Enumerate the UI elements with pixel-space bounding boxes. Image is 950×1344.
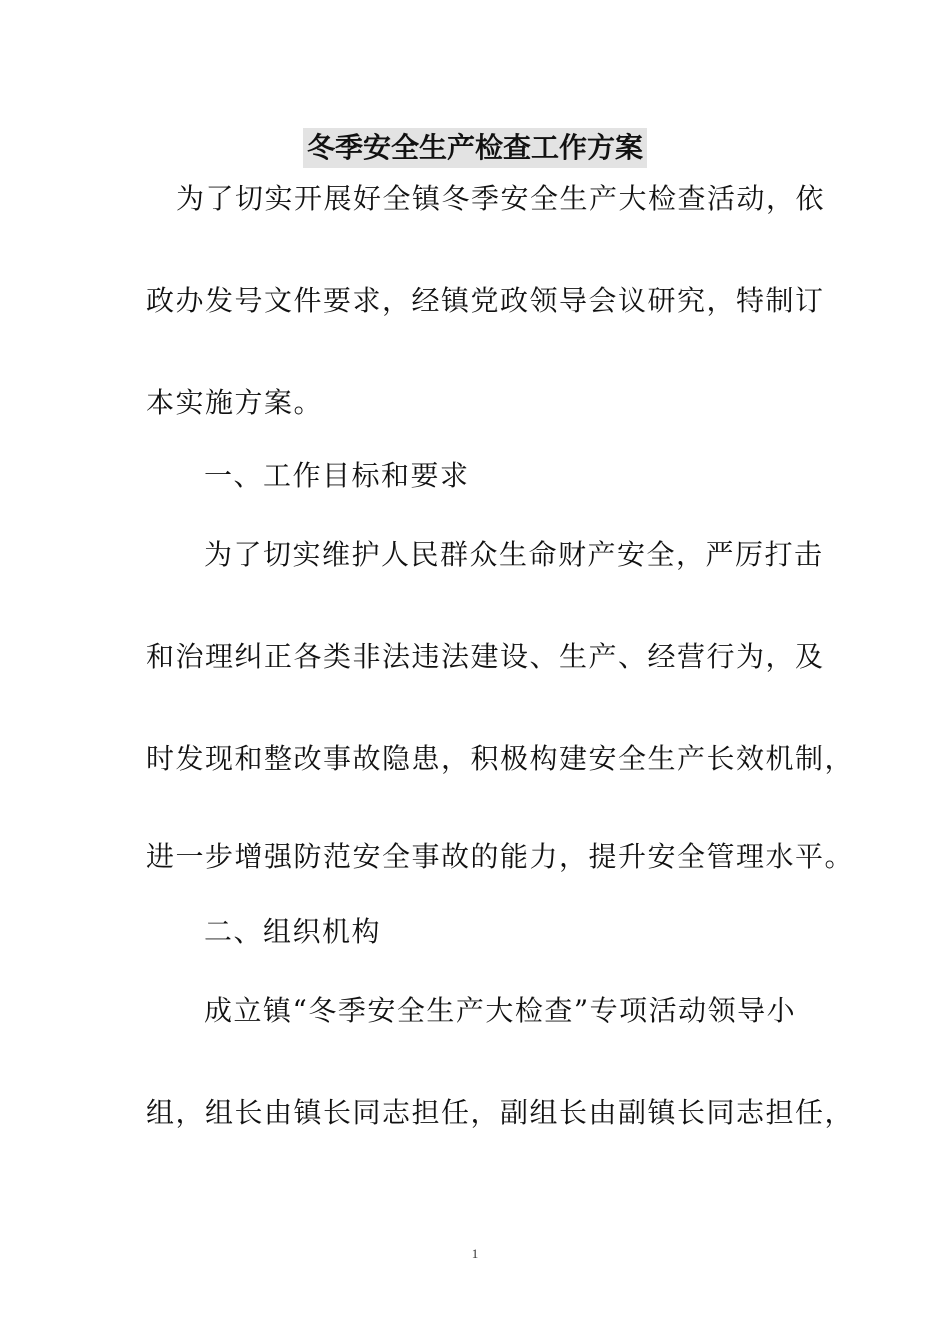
paragraph-line: 进一步增强防范安全事故的能力，提升安全管理水平。 <box>146 840 855 873</box>
page-number: 1 <box>471 1246 479 1261</box>
paragraph-line: 和治理纠正各类非法违法建设、生产、经营行为，及 <box>146 640 825 673</box>
paragraph-line: 政办发号文件要求，经镇党政领导会议研究，特制订 <box>146 284 825 317</box>
paragraph-line: 组，组长由镇长同志担任，副组长由副镇长同志担任， <box>146 1096 855 1129</box>
paragraph-line: 为了切实维护人民群众生命财产安全，严厉打击 <box>204 538 824 571</box>
document-title: 冬季安全生产检查工作方案 <box>303 128 647 168</box>
paragraph-line: 本实施方案。 <box>146 386 324 419</box>
paragraph-line: 时发现和整改事故隐患，积极构建安全生产长效机制， <box>146 742 855 775</box>
paragraph-line: 成立镇“冬季安全生产大检查”专项活动领导小 <box>204 994 797 1027</box>
title-container <box>0 128 950 168</box>
paragraph-line: 为了切实开展好全镇冬季安全生产大检查活动，依 <box>176 182 826 215</box>
section-heading: 二、组织机构 <box>204 915 382 948</box>
section-heading: 一、工作目标和要求 <box>204 459 470 492</box>
